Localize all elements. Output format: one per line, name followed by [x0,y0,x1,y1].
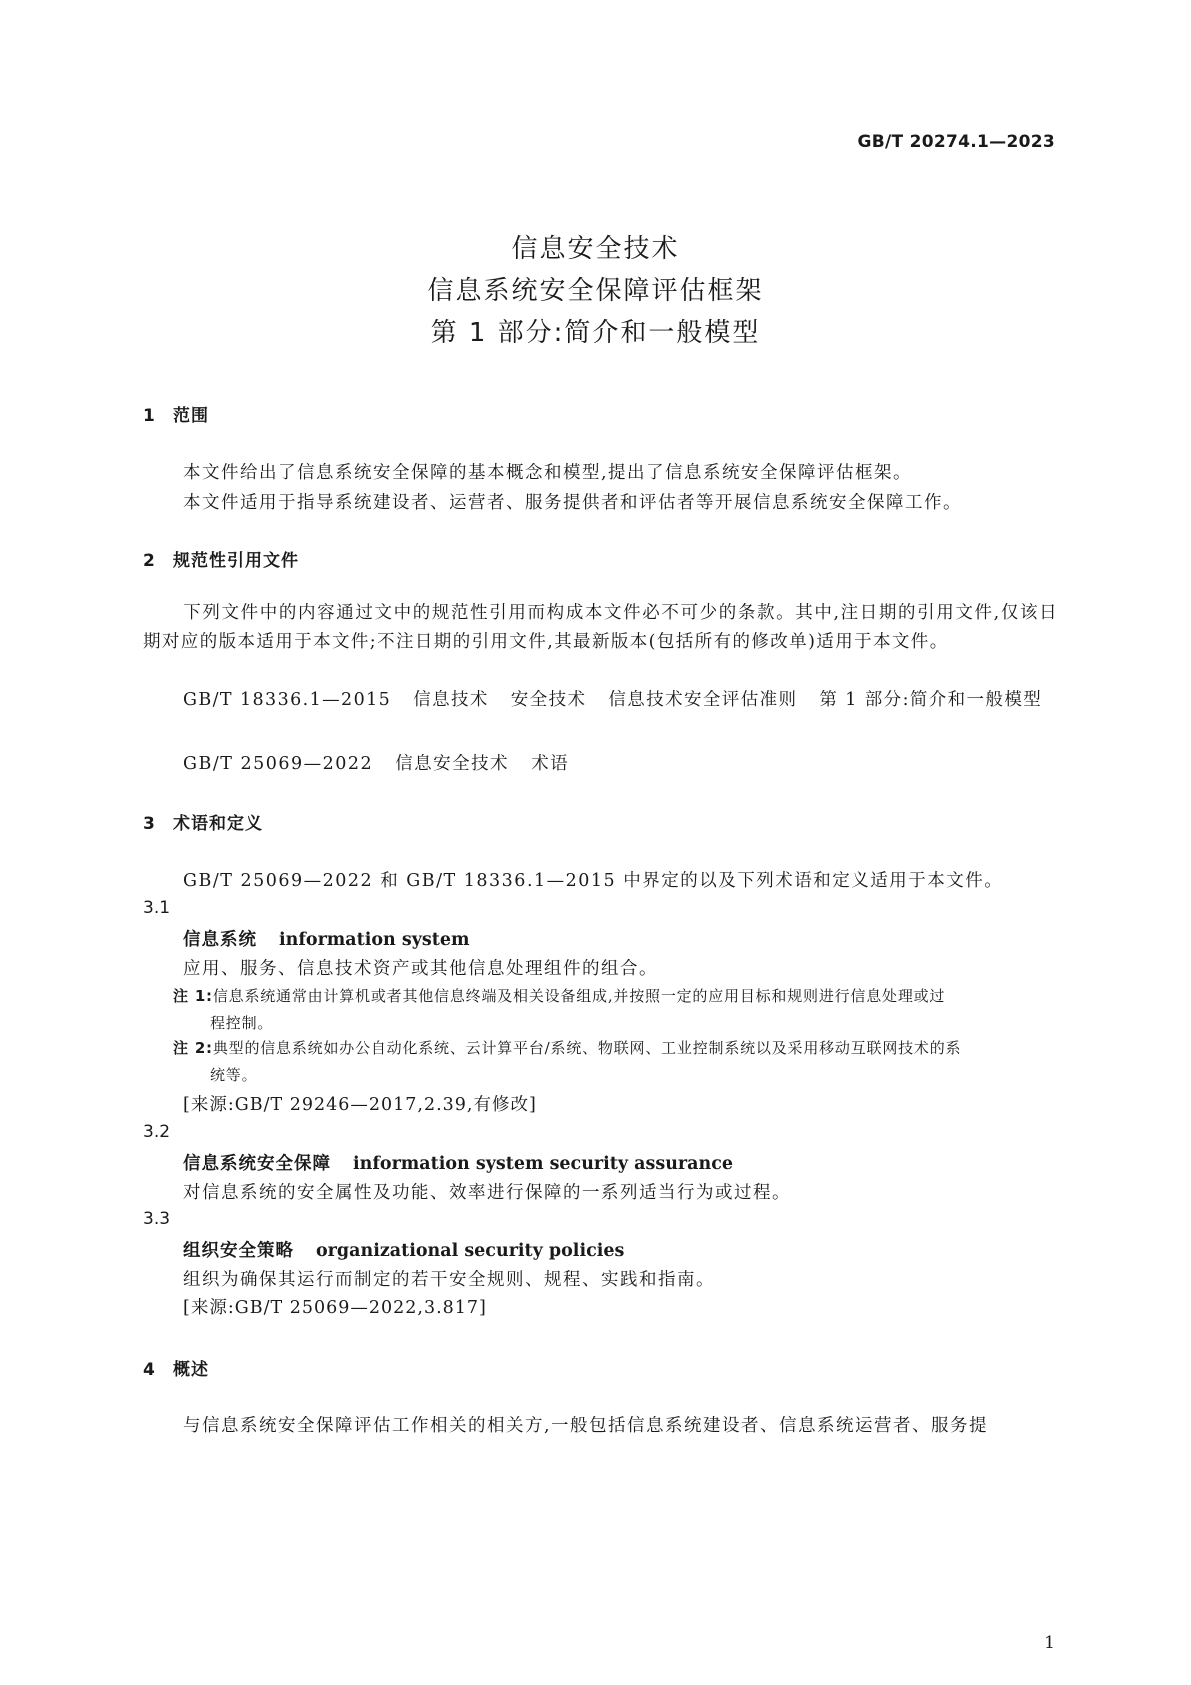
term-3-1-en: information system [279,930,470,950]
term-3-3-en: organizational security policies [316,1241,625,1261]
section-4-number: 4 [143,1360,156,1380]
section-3-heading [143,809,263,834]
section-4-paragraph: 与信息系统安全保障评估工作相关的相关方,一般包括信息系统建设者、信息系统运营者、服务提 [183,1416,989,1436]
section-1-paragraph-2: 本文件适用于指导系统建设者、运营者、服务提供者和评估者等开展信息系统安全保障工作。 [183,493,962,513]
term-3-3-definition: 组织为确保其运行而制定的若干安全规则、规程、实践和指南。 [183,1270,715,1290]
term-3-1-note-2 [173,1035,1058,1089]
section-4-heading [143,1355,209,1380]
section-3-title: 术语和定义 [173,814,263,834]
title-line-2: 信息系统安全保障评估框架 [427,276,764,306]
section-2-title: 规范性引用文件 [173,551,299,571]
term-3-2-en: information system security assurance [353,1154,733,1174]
section-2-intro-text: 下列文件中的内容通过文中的规范性引用而构成本文件必不可少的条款。其中,注日期的引用文件,仅该日期对应的版本适用于本文件;不注日期的引用文件,其最新版本(包括所有的修改单)适用于本文件。 [143,603,1058,652]
reference-1-title-part-4: 第 1 部分:简介和一般模型 [819,690,1043,710]
reference-1-title-part-1: 信息技术 [413,690,489,710]
term-3-1-number: 3.1 [143,898,171,918]
reference-2-title-part-1: 信息安全技术 [395,754,510,774]
section-1-heading [143,401,209,426]
section-3-intro: GB/T 25069—2022 和 GB/T 18336.1—2015 中界定的以及下列术语和定义适用于本文件。 [183,871,1004,891]
reference-1-title-part-3: 信息技术安全评估准则 [608,690,798,710]
term-3-3 [183,1237,624,1262]
term-3-2 [183,1150,733,1175]
term-3-3-source: [来源:GB/T 25069—2022,3.817] [183,1298,487,1318]
note-2-label: 注 2: [173,1039,213,1057]
term-3-3-number: 3.3 [143,1209,171,1229]
section-2-number: 2 [143,551,156,571]
standard-number: GB/T 20274.1—2023 [857,132,1055,152]
section-3-number: 3 [143,814,156,834]
section-4-title: 概述 [173,1360,209,1380]
section-2-heading [143,546,299,571]
term-3-1 [183,926,469,951]
note-1-line-1: 信息系统通常由计算机或者其他信息终端及相关设备组成,并按照一定的应用目标和规则进行信息处理或过 [212,987,946,1005]
term-3-2-definition: 对信息系统的安全属性及功能、效率进行保障的一系列适当行为或过程。 [183,1183,791,1203]
title-line-1: 信息安全技术 [511,234,680,264]
term-3-1-definition: 应用、服务、信息技术资产或其他信息处理组件的组合。 [183,959,658,979]
reference-1-title-part-2: 安全技术 [510,690,587,710]
note-1-label: 注 1: [173,987,213,1005]
section-2-intro [143,599,1058,657]
reference-2-title-part-2: 术语 [531,754,570,774]
section-1-paragraph-1: 本文件给出了信息系统安全保障的基本概念和模型,提出了信息系统安全保障评估框架。 [183,463,913,483]
page-number: 1 [1044,1633,1055,1653]
section-1-title: 范围 [173,406,209,426]
term-3-1-zh: 信息系统 [183,930,257,950]
term-3-1-note-1 [173,983,1058,1037]
term-3-3-zh: 组织安全策略 [183,1241,294,1261]
section-1-number: 1 [143,406,156,426]
reference-1 [143,686,1058,715]
note-2-line-2: 统等。 [210,1066,258,1084]
term-3-1-source: [来源:GB/T 29246—2017,2.39,有修改] [183,1095,537,1115]
term-3-2-number: 3.2 [143,1122,171,1142]
reference-2-code: GB/T 25069—2022 [183,754,374,774]
note-2-line-1: 典型的信息系统如办公自动化系统、云计算平台/系统、物联网、工业控制系统以及采用移动互联网技术的系 [212,1039,962,1057]
term-3-2-zh: 信息系统安全保障 [183,1154,331,1174]
reference-1-code: GB/T 18336.1—2015 [183,690,392,710]
reference-2 [183,750,569,775]
title-line-3: 第 1 部分:简介和一般模型 [430,318,761,348]
note-1-line-2: 程控制。 [210,1014,274,1032]
